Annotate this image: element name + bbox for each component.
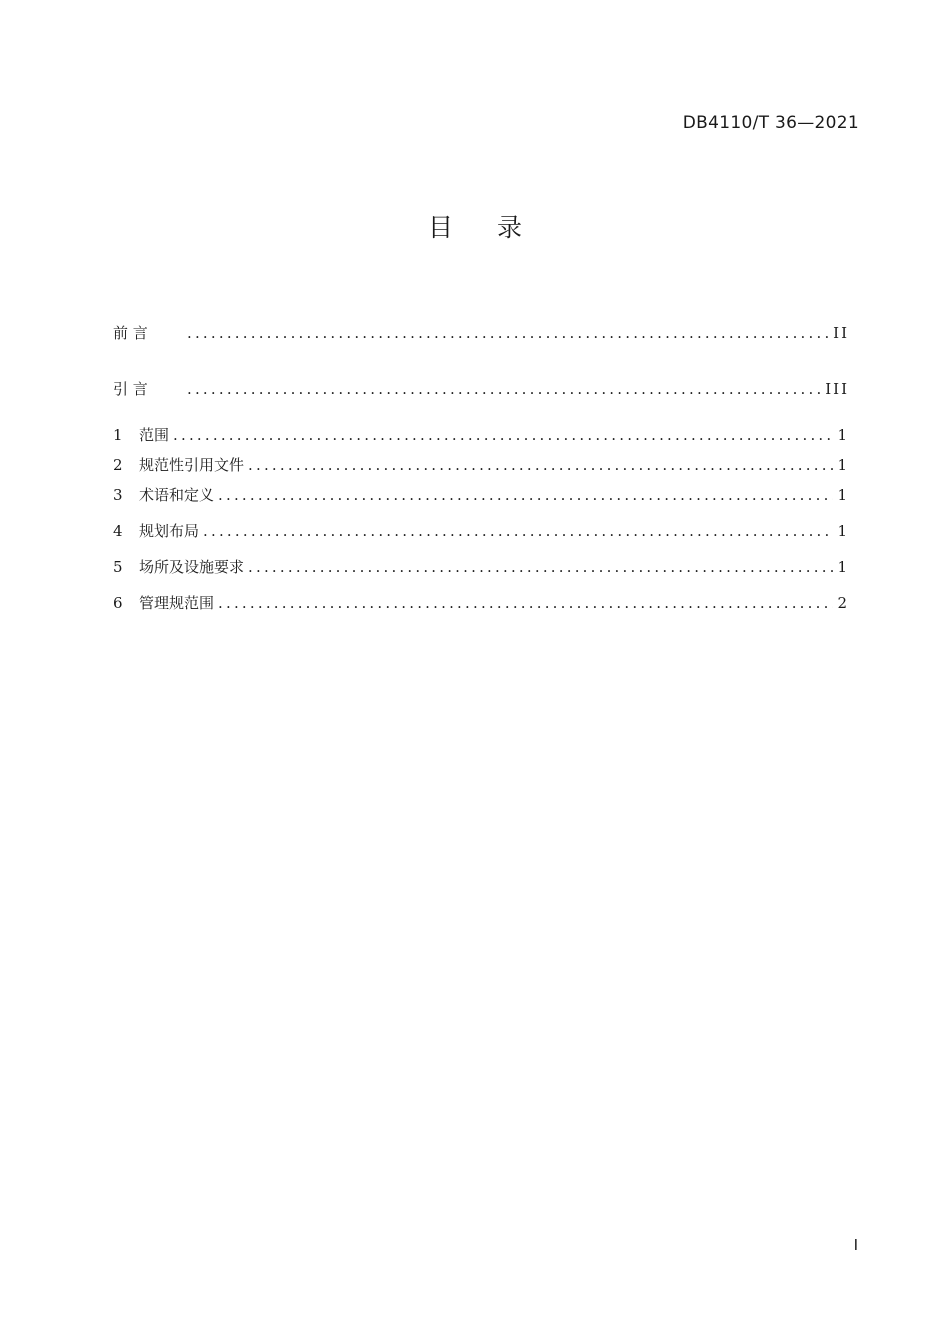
toc-leader-dots (248, 455, 833, 475)
toc-entry-number: 5 (113, 558, 123, 576)
toc-entry-page: 2 (837, 594, 849, 612)
document-code: DB4110/T 36—2021 (682, 113, 859, 133)
toc-entry-number: 2 (113, 456, 123, 474)
toc-leader-dots (187, 379, 821, 399)
toc-leader-dots (218, 485, 833, 505)
toc-entry-normative-references[interactable] (113, 455, 849, 475)
toc-entry-page: 1 (837, 426, 849, 444)
toc-entry-page: 1 (837, 558, 849, 576)
toc-entry-introduction[interactable] (113, 379, 849, 399)
toc-entry-page: 1 (837, 522, 849, 540)
toc-entry-scope[interactable] (113, 425, 849, 445)
toc-entry-number: 6 (113, 594, 123, 612)
toc-entry-label: 前 言 (113, 324, 148, 342)
toc-entry-label: 范围 (139, 426, 170, 444)
toc-entry-label: 术语和定义 (139, 486, 215, 504)
toc-leader-dots (187, 323, 829, 343)
toc-leader-dots (203, 521, 833, 541)
toc-entry-foreword[interactable] (113, 323, 849, 343)
toc-entry-page: III (825, 380, 849, 398)
toc-entry-planning-layout[interactable] (113, 521, 849, 541)
toc-entry-label: 规范性引用文件 (139, 456, 245, 474)
toc-leader-dots (173, 425, 833, 445)
toc-leader-dots (218, 593, 833, 613)
toc-entry-number: 1 (113, 426, 123, 444)
page-number: I (853, 1236, 858, 1254)
toc-entry-page: 1 (837, 486, 849, 504)
toc-entry-number: 4 (113, 522, 123, 540)
toc-entry-label: 管理规范围 (139, 594, 215, 612)
toc-leader-dots (248, 557, 833, 577)
toc-entry-terms-definitions[interactable] (113, 485, 849, 505)
toc-entry-page: 1 (837, 456, 849, 474)
toc-title: 目 录 (428, 213, 540, 242)
toc-entry-label: 场所及设施要求 (139, 558, 245, 576)
toc-entry-label: 引 言 (113, 380, 148, 398)
toc-entry-label: 规划布局 (139, 522, 200, 540)
toc-entry-site-facility-requirements[interactable] (113, 557, 849, 577)
toc-entry-management-norms[interactable] (113, 593, 849, 613)
toc-entry-number: 3 (113, 486, 123, 504)
toc-entry-page: II (833, 324, 849, 342)
